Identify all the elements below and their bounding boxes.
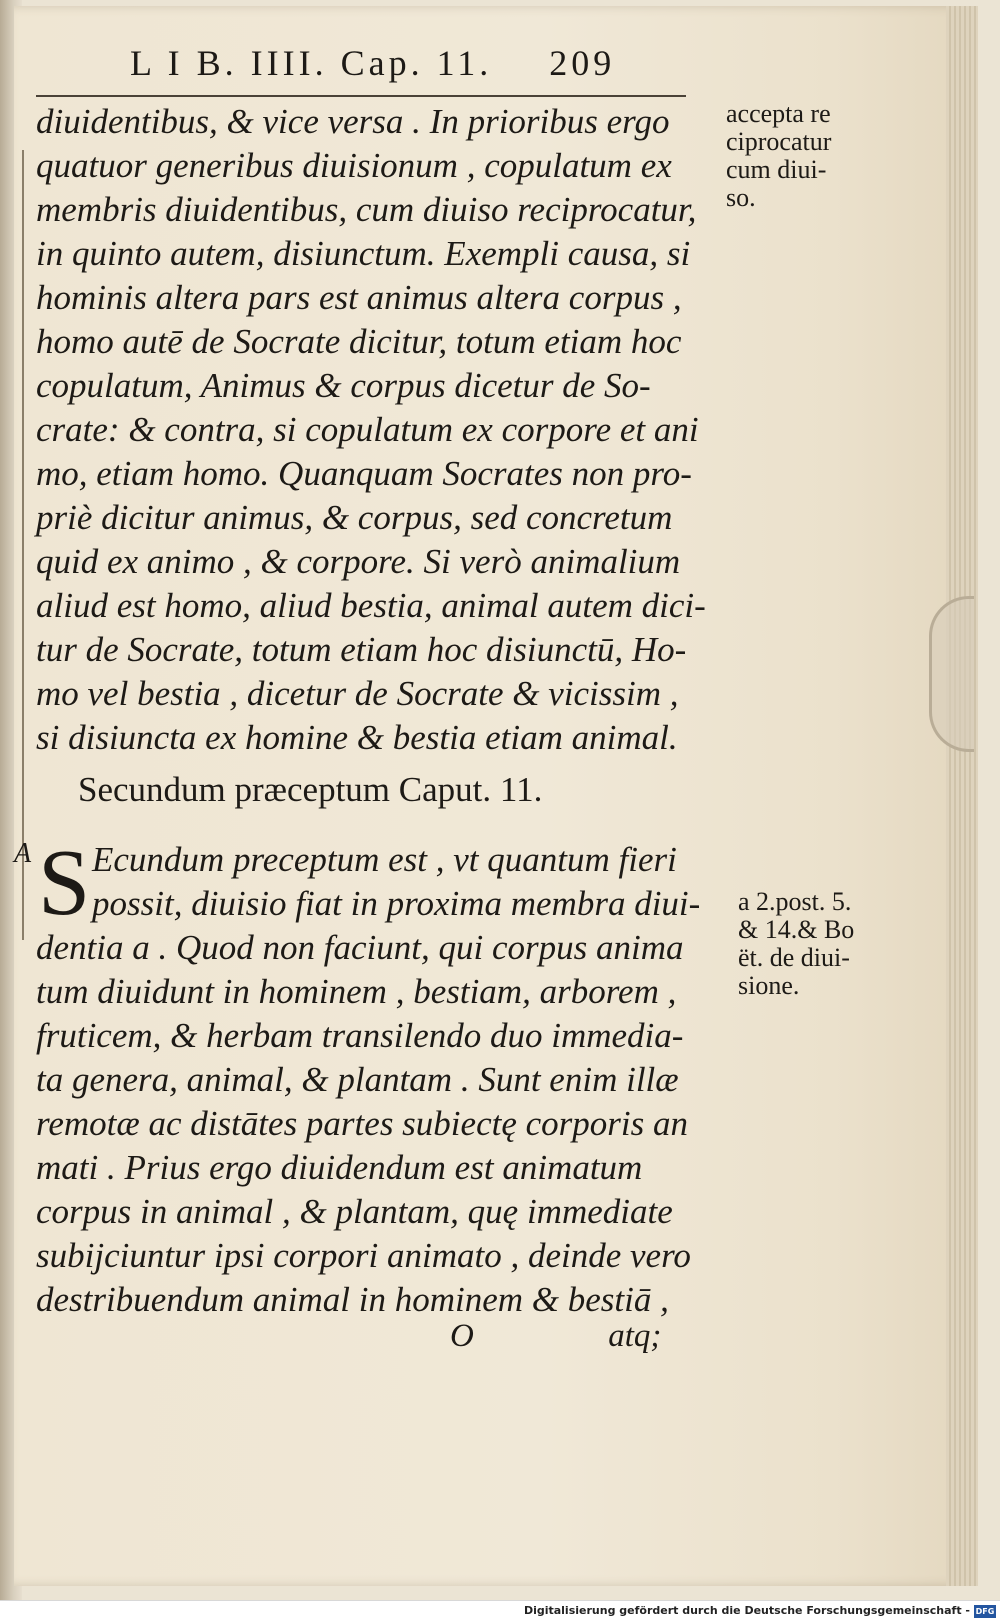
footer-credit: Digitalisierung gefördert durch die Deutsche Forschungsgemeinschaft - xyxy=(523,1604,970,1617)
text-line: in quinto autem, disiunctum. Exempli causa, si xyxy=(36,234,691,273)
text-line: tum diuidunt in hominem , bestiam, arborem , xyxy=(36,972,677,1011)
margin-note-line: a 2.post. 5. xyxy=(738,887,852,916)
signature-mark: O xyxy=(450,1318,474,1354)
text-line: possit, diuisio fiat in proxima membra diui- xyxy=(92,884,701,923)
text-line: hominis altera pars est animus altera corpus , xyxy=(36,278,682,317)
margin-note-line: sione. xyxy=(738,971,800,1000)
text-line: mo, etiam homo. Quanquam Socrates non pro- xyxy=(36,454,692,493)
text-line: copulatum, Animus & corpus dicetur de So- xyxy=(36,366,651,405)
text-line: priè dicitur animus, & corpus, sed concretum xyxy=(36,498,673,537)
text-line: si disiuncta ex homine & bestia etiam animal. xyxy=(36,718,678,757)
drop-cap: S xyxy=(38,831,91,935)
header-rule xyxy=(36,95,686,97)
text-line: mo vel bestia , dicetur de Socrate & vicissim , xyxy=(36,674,679,713)
text-line: destribuendum animal in hominem & bestiā , xyxy=(36,1280,669,1319)
margin-note-line: cum diui- xyxy=(726,155,827,184)
text-line: remotæ ac distātes partes subiectę corporis an xyxy=(36,1104,688,1143)
text-line: diuidentibus, & vice versa . In prioribus ergo xyxy=(36,102,670,141)
running-title: L I B. IIII. Cap. 11. xyxy=(130,43,493,83)
text-line: dentia a . Quod non faciunt, qui corpus anima xyxy=(36,928,684,967)
catchword: atq; xyxy=(608,1318,662,1354)
text-line: corpus in animal , & plantam, quę immediate xyxy=(36,1192,673,1231)
page-edge xyxy=(946,6,978,1586)
text-line: fruticem, & herbam transilendo duo immedia- xyxy=(36,1016,684,1055)
text-line: aliud est homo, aliud bestia, animal autem dici- xyxy=(36,586,706,625)
text-line: quatuor generibus diuisionum , copulatum ex xyxy=(36,146,672,185)
margin-note-1 xyxy=(726,100,896,212)
margin-note-2 xyxy=(738,888,908,1000)
section-heading: Secundum præceptum Caput. 11. xyxy=(78,770,543,809)
margin-note-line: ciprocatur xyxy=(726,127,832,156)
digitization-footer xyxy=(0,1600,1000,1623)
text-line: crate: & contra, si copulatum ex corpore et ani xyxy=(36,410,699,449)
text-line: membris diuidentibus, cum diuiso reciprocatur, xyxy=(36,190,697,229)
dfg-logo-icon: DFG xyxy=(975,1607,995,1616)
running-header xyxy=(130,42,690,94)
margin-note-line: accepta re xyxy=(726,99,831,128)
page-number: 209 xyxy=(549,43,616,83)
catchword-line xyxy=(450,1318,710,1355)
margin-note-line: so. xyxy=(726,183,756,212)
text-line: tur de Socrate, totum etiam hoc disiunctū, Ho- xyxy=(36,630,687,669)
margin-note-line: ët. de diui- xyxy=(738,943,850,972)
book-clasp xyxy=(929,596,974,752)
text-line: Ecundum preceptum est , vt quantum fieri xyxy=(92,840,677,879)
text-line: mati . Prius ergo diuidendum est animatum xyxy=(36,1148,643,1187)
margin-rule xyxy=(22,150,24,940)
paragraph-1 xyxy=(36,100,736,760)
paragraph-2 xyxy=(36,831,736,1322)
text-line: homo autē de Socrate dicitur, totum etiam hoc xyxy=(36,322,682,361)
margin-note-line: & 14.& Bo xyxy=(738,915,855,944)
text-line: subijciuntur ipsi corpori animato , deinde vero xyxy=(36,1236,691,1275)
text-line: quid ex animo , & corpore. Si verò animalium xyxy=(36,542,681,581)
marginal-mark: A xyxy=(14,838,32,869)
text-line: ta genera, animal, & plantam . Sunt enim illæ xyxy=(36,1060,679,1099)
